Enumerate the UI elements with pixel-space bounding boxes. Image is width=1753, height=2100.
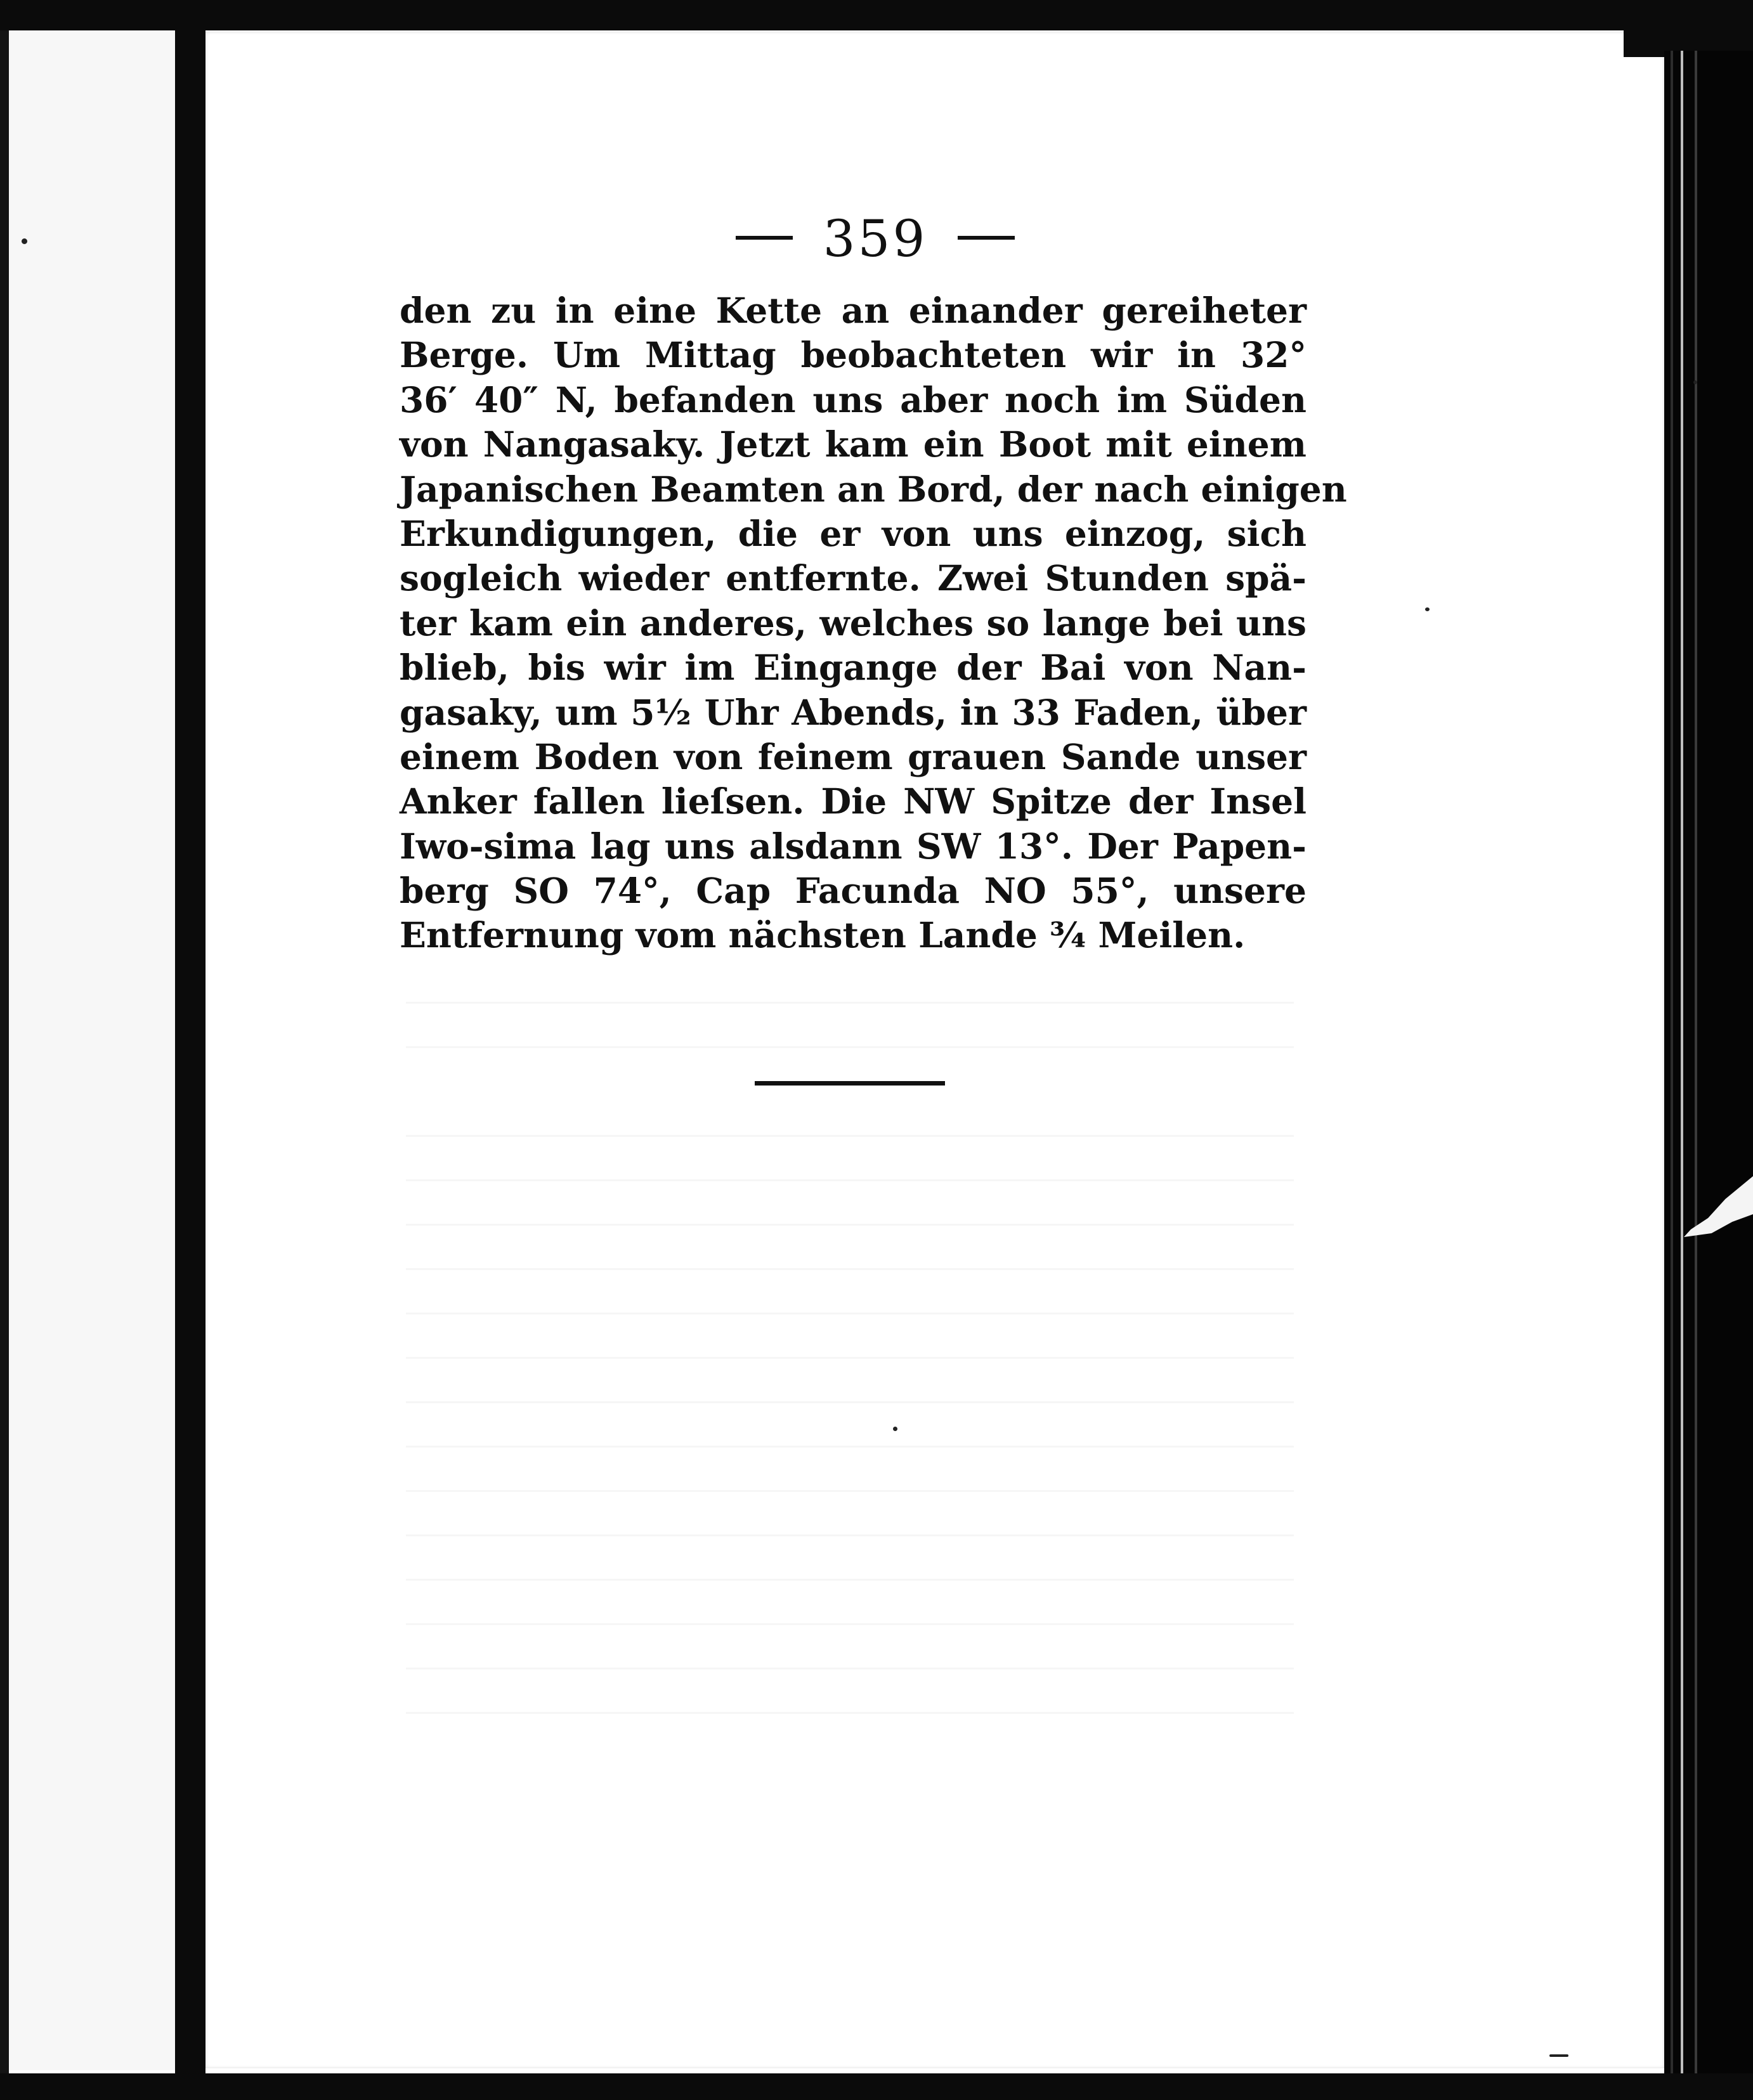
show-through <box>406 1312 1294 1314</box>
bottom-scan-border <box>0 2073 1753 2100</box>
text-line: ter kam ein anderes, welches so lange bei uns <box>400 602 1307 644</box>
show-through <box>406 1179 1294 1181</box>
body-paragraph <box>400 288 1347 958</box>
header-dash-right <box>958 236 1015 240</box>
show-through <box>406 1357 1294 1359</box>
show-through <box>406 1002 1294 1004</box>
show-through <box>406 1401 1294 1403</box>
ink-speck <box>893 1427 897 1431</box>
text-line: Japanischen Beamten an Bord, der nach einigen <box>400 468 1347 510</box>
text-line: den zu in eine Kette an einander gereiheter <box>400 290 1307 331</box>
book-gutter <box>175 0 205 2100</box>
text-line: Iwo-sima lag uns alsdann SW 13°. Der Papen- <box>400 825 1307 867</box>
show-through <box>406 1534 1294 1536</box>
show-through <box>406 1224 1294 1226</box>
show-through <box>406 1135 1294 1137</box>
ink-speck <box>1549 2054 1568 2057</box>
show-through <box>406 1046 1294 1048</box>
show-through <box>406 1268 1294 1270</box>
show-through <box>406 1623 1294 1625</box>
text-line: berg SO 74°, Cap Facunda NO 55°, unsere <box>400 870 1307 912</box>
ink-speck <box>22 238 27 244</box>
page-number: 359 <box>823 209 928 268</box>
left-page-edge <box>0 25 175 2070</box>
text-line: von Nangasaky. Jetzt kam ein Boot mit einem <box>400 424 1307 465</box>
text-line: Erkundigungen, die er von uns einzog, sich <box>400 512 1307 554</box>
text-line: Entfernung vom nächsten Lande ¾ Meilen. <box>400 914 1246 956</box>
show-through <box>406 1579 1294 1581</box>
text-line: sogleich wieder entfernte. Zwei Stunden spä- <box>400 557 1307 599</box>
text-line: Berge. Um Mittag beobachteten wir in 32° <box>400 334 1307 376</box>
show-through <box>406 1668 1294 1669</box>
page-stack-edge <box>1664 51 1753 2073</box>
show-through <box>406 1446 1294 1448</box>
text-line: Anker fallen lieſsen. Die NW Spitze der Insel <box>400 781 1307 822</box>
text-line: blieb, bis wir im Eingange der Bai von Nan- <box>400 647 1307 689</box>
text-line: 36′ 40″ N, befanden uns aber noch im Süden <box>400 379 1307 420</box>
text-line: gasaky, um 5½ Uhr Abends, in 33 Faden, über <box>400 691 1307 733</box>
ink-speck <box>1425 607 1430 611</box>
ink-speck <box>1693 380 1697 384</box>
end-rule <box>755 1081 945 1086</box>
text-line: einem Boden von feinem grauen Sande unser <box>400 736 1307 777</box>
show-through <box>406 1712 1294 1714</box>
top-scan-border <box>0 0 1753 30</box>
show-through <box>406 1490 1294 1492</box>
left-scan-border <box>0 0 9 2100</box>
